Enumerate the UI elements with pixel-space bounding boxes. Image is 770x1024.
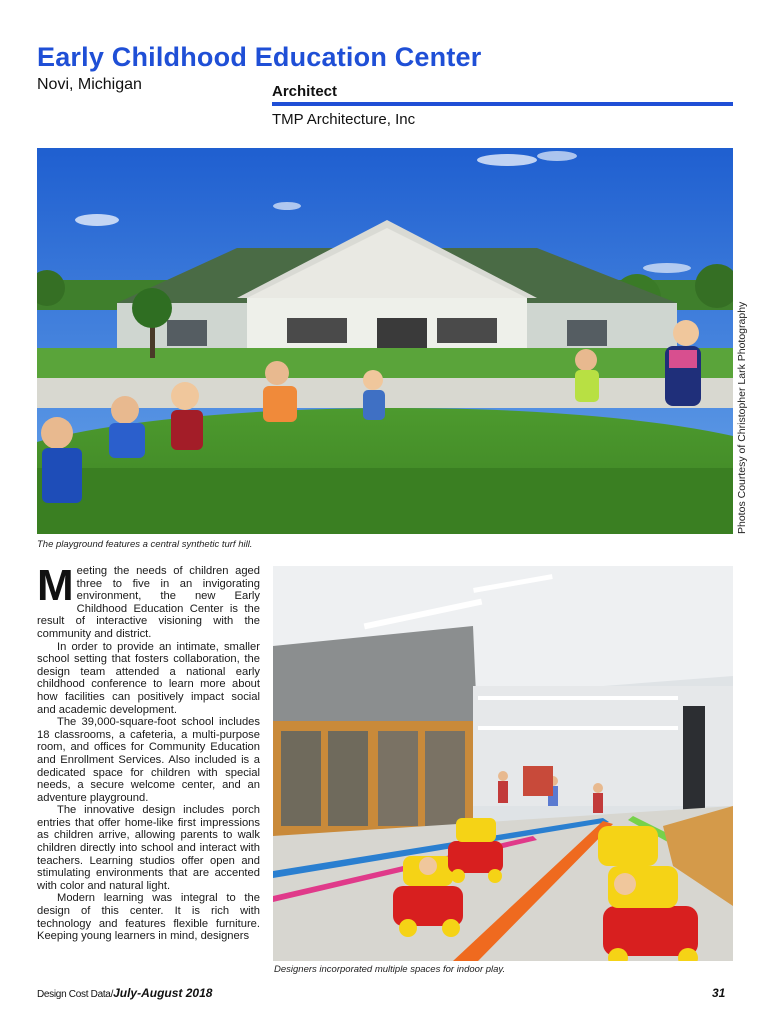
indoor-play-photo bbox=[273, 566, 733, 961]
playground-illustration bbox=[37, 148, 733, 534]
indoor-play-illustration bbox=[273, 566, 733, 961]
paragraph-3: The 39,000-square-foot school includes 18 classrooms, a cafeteria, a multi-purpose room, and offices for Community Education and Enrollment Services. Also included is a dedicated space for children with special needs, a secure welcome center, and an adventure playground. bbox=[37, 716, 260, 804]
project-location: Novi, Michigan bbox=[37, 76, 142, 93]
playground-caption: The playground features a central synthetic turf hill. bbox=[37, 539, 253, 550]
photo-credit: Photos Courtesy of Christopher Lark Photography bbox=[736, 301, 748, 534]
paragraph-2: In order to provide an intimate, smaller school setting that fosters collaboration, the design team attended a national early childhood conference to learn more about how facilities can positively impact social and academic development. bbox=[37, 640, 260, 716]
paragraph-1 bbox=[37, 561, 260, 641]
publication-name: Design Cost Data/ bbox=[37, 989, 114, 1000]
drop-cap: M bbox=[37, 561, 74, 610]
page-number: 31 bbox=[712, 986, 726, 1000]
playground-photo bbox=[37, 148, 733, 534]
article-body bbox=[37, 561, 260, 943]
footer-publication bbox=[37, 986, 212, 1000]
architect-name: TMP Architecture, Inc bbox=[272, 111, 416, 128]
architect-label: Architect bbox=[272, 83, 338, 100]
paragraph-4: The innovative design includes porch entries that offer home-like first impressions as children arrive, allowing parents to walk children directly into school and interact with teachers. Learning studios offer open and stimulating environments that are accented with color and natural light. bbox=[37, 804, 260, 892]
paragraph-1-text: eeting the needs of children aged three to five in an invigorating environment, the new Early Childhood Education Center is the result of interactive visioning with the community and district. bbox=[37, 565, 260, 640]
architect-divider bbox=[272, 102, 733, 106]
article-title: Early Childhood Education Center bbox=[37, 42, 482, 72]
issue-date: July-August 2018 bbox=[113, 986, 213, 1000]
indoor-play-caption: Designers incorporated multiple spaces for indoor play. bbox=[274, 964, 506, 975]
paragraph-5: Modern learning was integral to the design of this center. It is rich with technology and features flexible furniture. Keeping young learners in mind, designers bbox=[37, 892, 260, 943]
